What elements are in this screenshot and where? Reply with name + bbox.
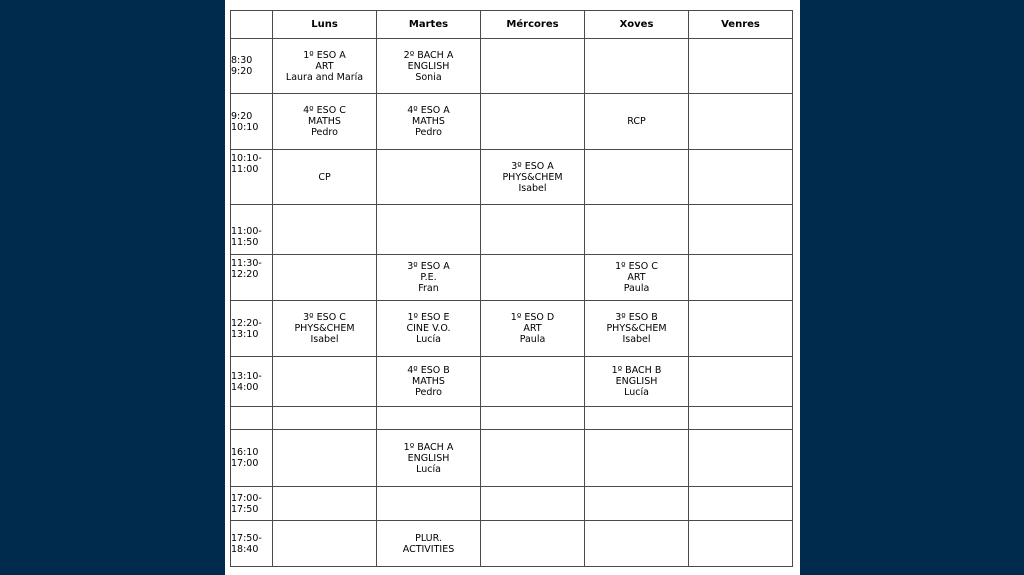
- schedule-table: [230, 10, 793, 567]
- class-cell: [481, 521, 585, 567]
- class-cell: [689, 430, 793, 487]
- class-cell: 3º ESO A PHYS&CHEM Isabel: [481, 150, 585, 205]
- table-row: [231, 39, 793, 94]
- time-slot: 17:50- 18:40: [231, 521, 273, 567]
- class-cell: [689, 301, 793, 357]
- table-row: [231, 521, 793, 567]
- class-cell: [481, 94, 585, 150]
- time-slot: 13:10- 14:00: [231, 357, 273, 407]
- table-row: [231, 205, 793, 255]
- class-cell: 1º ESO E CINE V.O. Lucía: [377, 301, 481, 357]
- class-cell: [689, 255, 793, 301]
- class-cell: [273, 430, 377, 487]
- class-cell: RCP: [585, 94, 689, 150]
- class-cell: [377, 487, 481, 521]
- class-cell: 3º ESO A P.E. Fran: [377, 255, 481, 301]
- class-cell: 1º BACH B ENGLISH Lucía: [585, 357, 689, 407]
- class-cell: 4º ESO A MATHS Pedro: [377, 94, 481, 150]
- class-cell: [689, 487, 793, 521]
- class-cell: [585, 205, 689, 255]
- class-cell: 3º ESO C PHYS&CHEM Isabel: [273, 301, 377, 357]
- class-cell: PLUR. ACTIVITIES: [377, 521, 481, 567]
- time-slot: 10:10- 11:00: [231, 150, 273, 205]
- time-slot: 11:30- 12:20: [231, 255, 273, 301]
- class-cell: [273, 521, 377, 567]
- table-row: [231, 407, 793, 430]
- class-cell: [689, 357, 793, 407]
- class-cell: 2º BACH A ENGLISH Sonia: [377, 39, 481, 94]
- time-slot: 12:20- 13:10: [231, 301, 273, 357]
- class-cell: [481, 39, 585, 94]
- table-row: [231, 487, 793, 521]
- class-cell: [377, 150, 481, 205]
- class-cell: [481, 487, 585, 521]
- class-cell: [481, 407, 585, 430]
- class-cell: [689, 39, 793, 94]
- day-header-friday: Venres: [689, 11, 793, 39]
- table-row: [231, 357, 793, 407]
- class-cell: [585, 407, 689, 430]
- class-cell: [273, 357, 377, 407]
- class-cell: 1º ESO A ART Laura and María: [273, 39, 377, 94]
- class-cell: [689, 407, 793, 430]
- table-row: [231, 255, 793, 301]
- day-header-tuesday: Martes: [377, 11, 481, 39]
- day-header-monday: Luns: [273, 11, 377, 39]
- day-header-wednesday: Mércores: [481, 11, 585, 39]
- class-cell: [689, 94, 793, 150]
- class-cell: [273, 205, 377, 255]
- time-slot: 17:00- 17:50: [231, 487, 273, 521]
- class-cell: [273, 407, 377, 430]
- class-cell: 1º BACH A ENGLISH Lucía: [377, 430, 481, 487]
- class-cell: [585, 430, 689, 487]
- class-cell: 4º ESO B MATHS Pedro: [377, 357, 481, 407]
- table-row: [231, 430, 793, 487]
- class-cell: 3º ESO B PHYS&CHEM Isabel: [585, 301, 689, 357]
- class-cell: [585, 150, 689, 205]
- class-cell: [689, 205, 793, 255]
- class-cell: [481, 357, 585, 407]
- time-slot: [231, 407, 273, 430]
- time-slot: 16:10 17:00: [231, 430, 273, 487]
- class-cell: [689, 150, 793, 205]
- time-slot: 11:00- 11:50: [231, 205, 273, 255]
- class-cell: [481, 205, 585, 255]
- class-cell: [585, 521, 689, 567]
- class-cell: CP: [273, 150, 377, 205]
- class-cell: [273, 255, 377, 301]
- class-cell: 1º ESO C ART Paula: [585, 255, 689, 301]
- table-row: [231, 150, 793, 205]
- class-cell: [273, 487, 377, 521]
- day-header-thursday: Xoves: [585, 11, 689, 39]
- class-cell: [481, 430, 585, 487]
- table-row: [231, 94, 793, 150]
- class-cell: [377, 407, 481, 430]
- time-slot: 9:20 10:10: [231, 94, 273, 150]
- table-row: [231, 301, 793, 357]
- class-cell: [689, 521, 793, 567]
- class-cell: [377, 205, 481, 255]
- class-cell: [585, 487, 689, 521]
- class-cell: 1º ESO D ART Paula: [481, 301, 585, 357]
- class-cell: 4º ESO C MATHS Pedro: [273, 94, 377, 150]
- corner-cell: [231, 11, 273, 39]
- class-cell: [481, 255, 585, 301]
- document-page: [225, 0, 800, 575]
- header-row: [231, 11, 793, 39]
- class-cell: [585, 39, 689, 94]
- time-slot: 8:30 9:20: [231, 39, 273, 94]
